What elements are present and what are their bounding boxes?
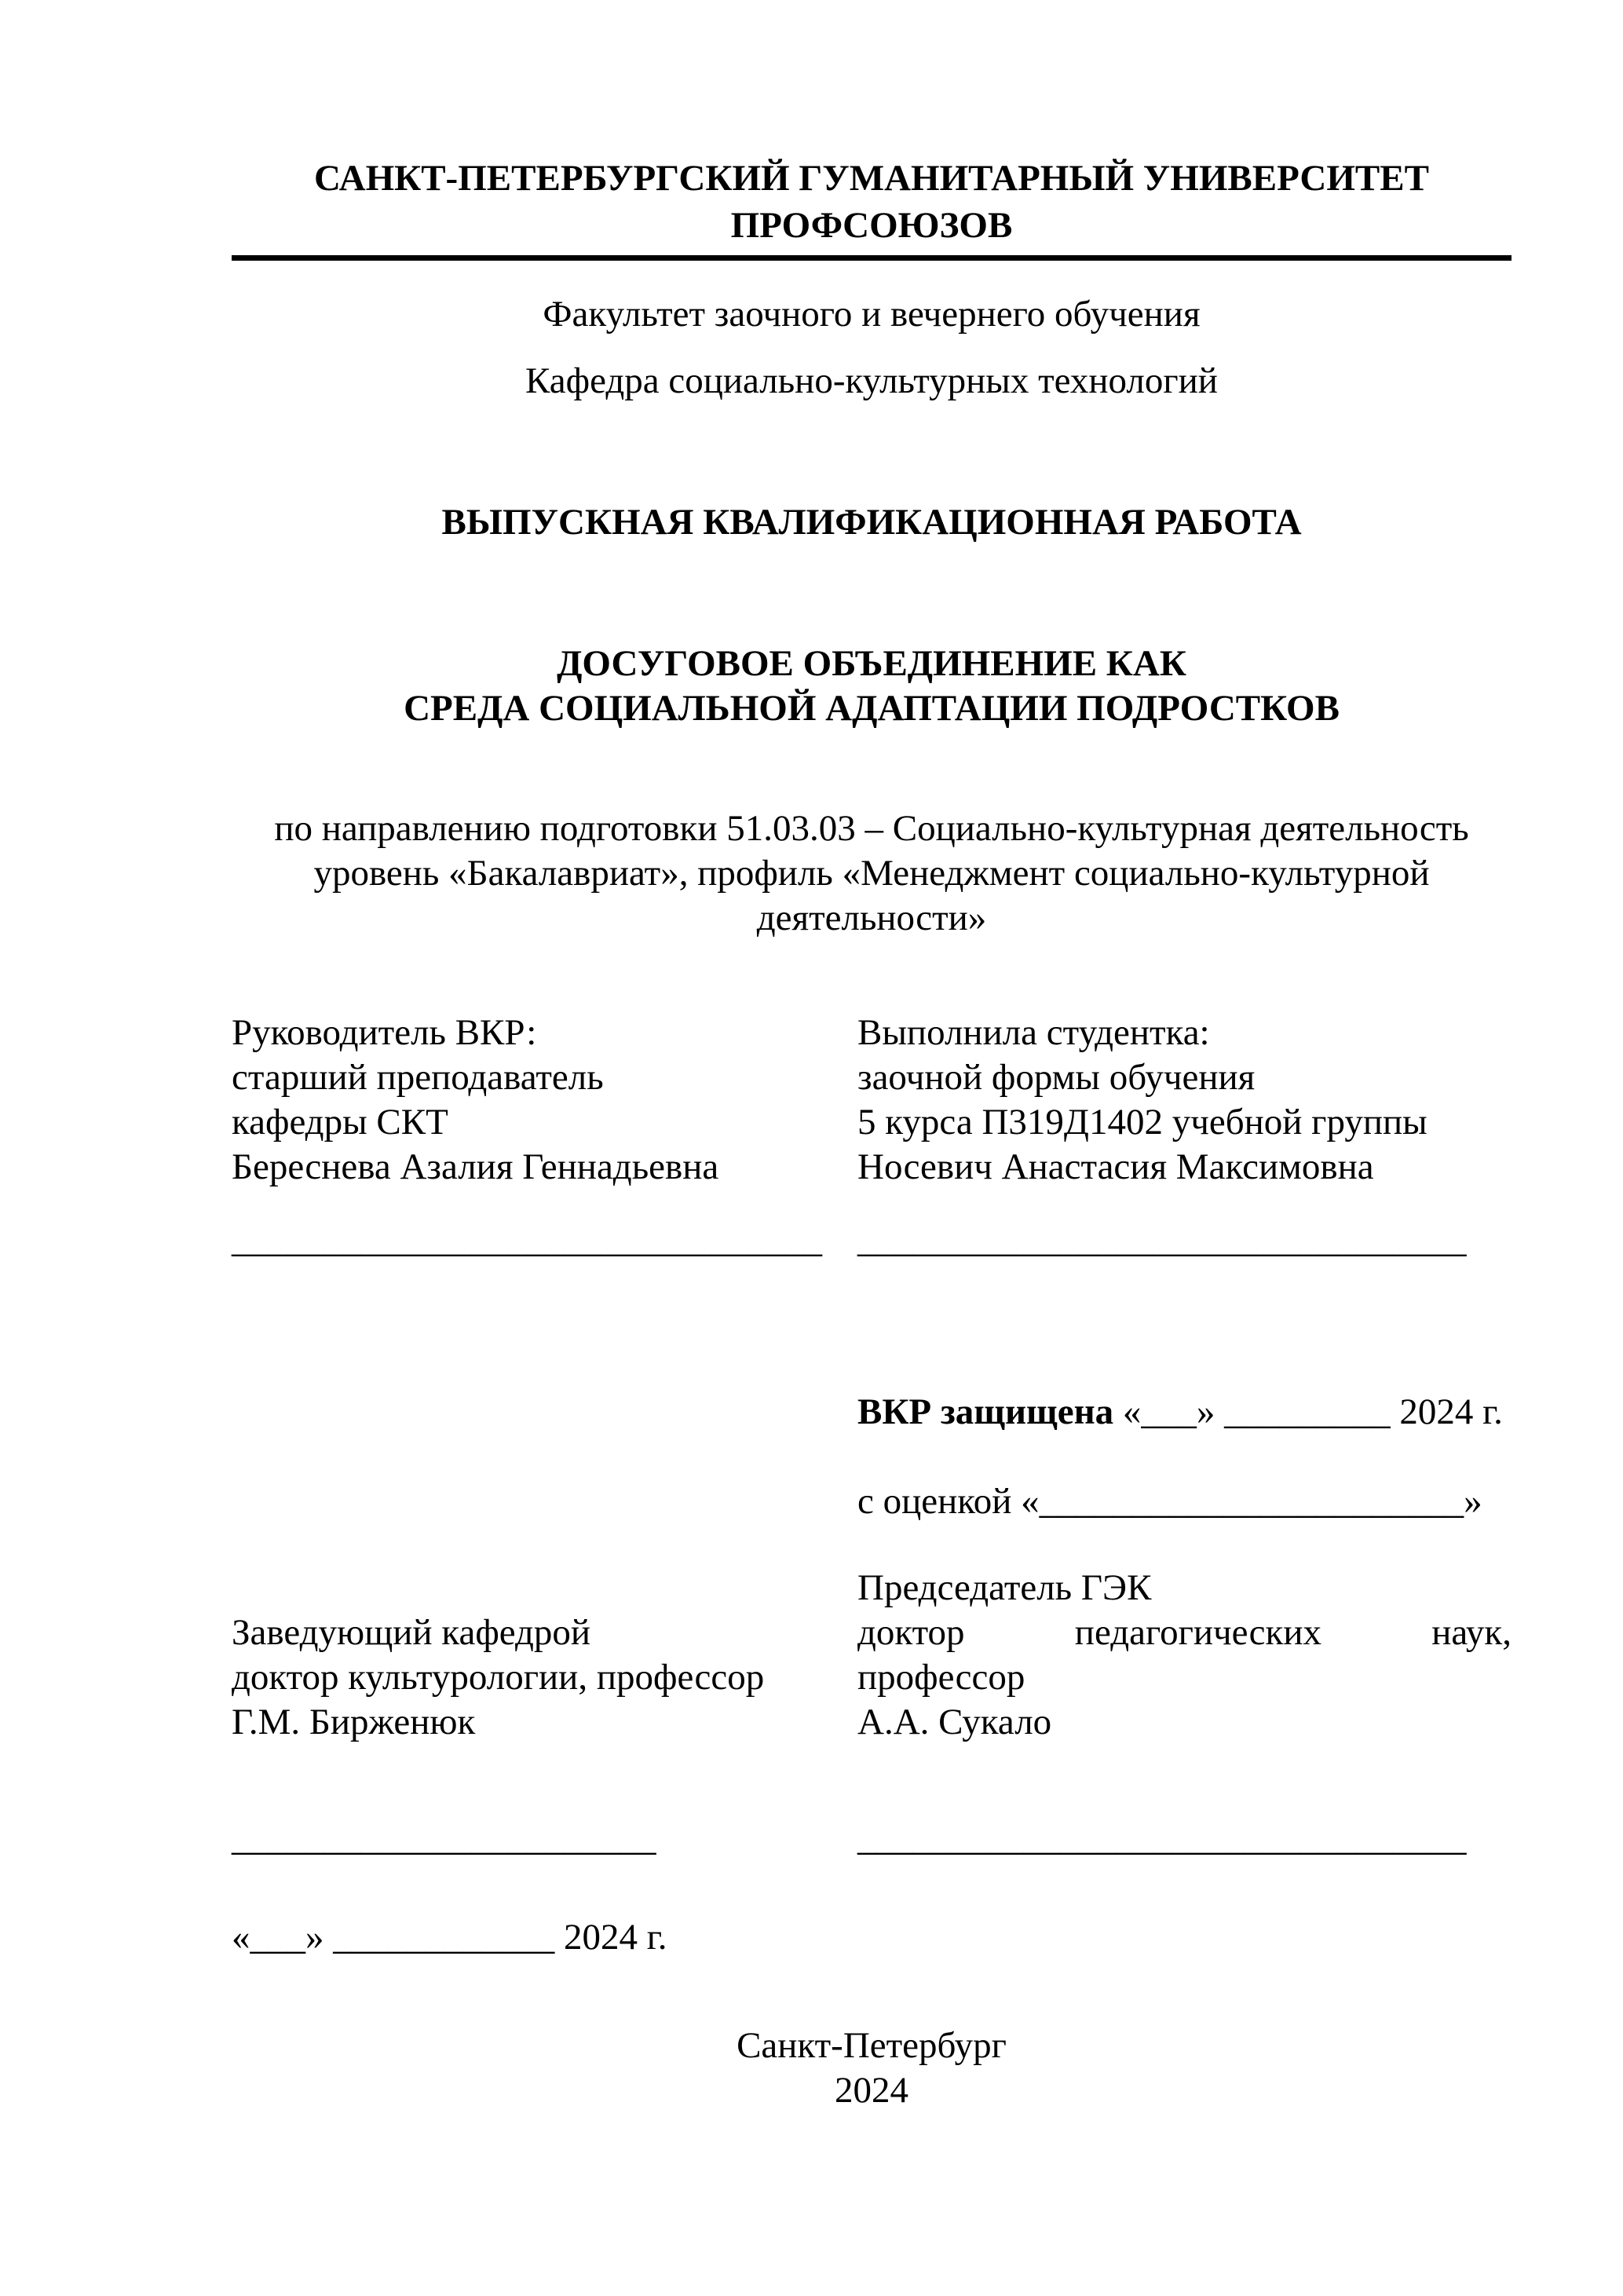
program-direction: по направлению подготовки 51.03.03 – Социально-культурная деятельность — [274, 808, 1469, 849]
department-name: Кафедра социально-культурных технологий — [525, 360, 1218, 401]
student-block — [857, 1011, 1512, 1190]
supervisor-position-line1: старший преподаватель — [232, 1057, 604, 1098]
committee-chair-title: Председатель ГЭК — [857, 1567, 1152, 1608]
committee-chair-rank: профессор — [857, 1657, 1025, 1698]
university-name-line2: ПРОФСОЮЗОВ — [730, 205, 1013, 246]
student-signature-line: _________________________________ — [857, 1219, 1467, 1260]
empty-line — [232, 1566, 857, 1610]
grade-row — [232, 1479, 1512, 1524]
committee-chair-degree-word1: доктор — [857, 1612, 965, 1653]
university-header — [232, 155, 1512, 261]
thesis-title-line2: СРЕДА СОЦИАЛЬНОЙ АДАПТАЦИИ ПОДРОСТКОВ — [404, 688, 1340, 729]
committee-chair-block — [857, 1566, 1512, 1745]
supervisor-name: Береснева Азалия Геннадьевна — [232, 1146, 719, 1187]
people-columns — [232, 1011, 1512, 1190]
grade-blank-line: с оценкой «_______________________» — [857, 1481, 1482, 1522]
committee-chair-degree-word3: наук, — [1431, 1612, 1512, 1653]
thesis-title-line1: ДОСУГОВОЕ ОБЪЕДИНЕНИЕ КАК — [557, 643, 1186, 684]
committee-chair-signature-line: _________________________________ — [857, 1818, 1467, 1859]
student-name: Носевич Анастасия Максимовна — [857, 1146, 1374, 1187]
department-head-date-blank: «___» ____________ 2024 г. — [232, 1917, 667, 1958]
defense-label: ВКР защищена — [857, 1391, 1114, 1432]
footer-city: Санкт-Петербург — [737, 2025, 1007, 2066]
supervisor-signature-line: ________________________________ — [232, 1219, 822, 1260]
signature-row-bottom — [232, 1816, 1512, 1861]
university-name-line1: САНКТ-ПЕТЕРБУРГСКИЙ ГУМАНИТАРНЫЙ УНИВЕРСИТЕТ — [314, 158, 1429, 199]
work-type-heading: ВЫПУСКНАЯ КВАЛИФИКАЦИОННАЯ РАБОТА — [441, 502, 1302, 543]
defense-date-row — [232, 1390, 1512, 1435]
footer — [232, 2024, 1512, 2113]
defense-date-blank: «___» _________ 2024 г. — [1113, 1391, 1503, 1432]
supervisor-position-line2: кафедры СКТ — [232, 1102, 448, 1143]
committee-chair-degree-word2: педагогических — [1074, 1612, 1322, 1653]
student-role-label: Выполнила студентка: — [857, 1012, 1210, 1053]
department-head-block — [232, 1566, 857, 1745]
department-head-title: Заведующий кафедрой — [232, 1612, 591, 1653]
faculty-name: Факультет заочного и вечернего обучения — [543, 294, 1201, 335]
supervisor-block — [232, 1011, 857, 1190]
thesis-title — [232, 642, 1512, 731]
committee-chair-degree — [857, 1610, 1512, 1655]
student-info-line2: 5 курса П319Д1402 учебной группы — [857, 1102, 1427, 1143]
signature-row-top — [232, 1218, 1512, 1263]
student-info-line1: заочной формы обучения — [857, 1057, 1256, 1098]
officials-columns — [232, 1566, 1512, 1745]
program-level-line1: уровень «Бакалавриат», профиль «Менеджмент социально-культурной — [313, 853, 1430, 894]
program-info — [232, 806, 1512, 941]
footer-year: 2024 — [835, 2070, 908, 2111]
department-head-date-row — [232, 1915, 1512, 1960]
department-head-name: Г.М. Бирженюк — [232, 1702, 476, 1742]
program-level-line2: деятельности» — [756, 898, 987, 938]
supervisor-role-label: Руководитель ВКР: — [232, 1012, 537, 1053]
department-head-degree: доктор культурологии, профессор — [232, 1657, 765, 1698]
committee-chair-name: А.А. Сукало — [857, 1702, 1052, 1742]
department-head-signature-line: _______________________ — [232, 1818, 656, 1859]
